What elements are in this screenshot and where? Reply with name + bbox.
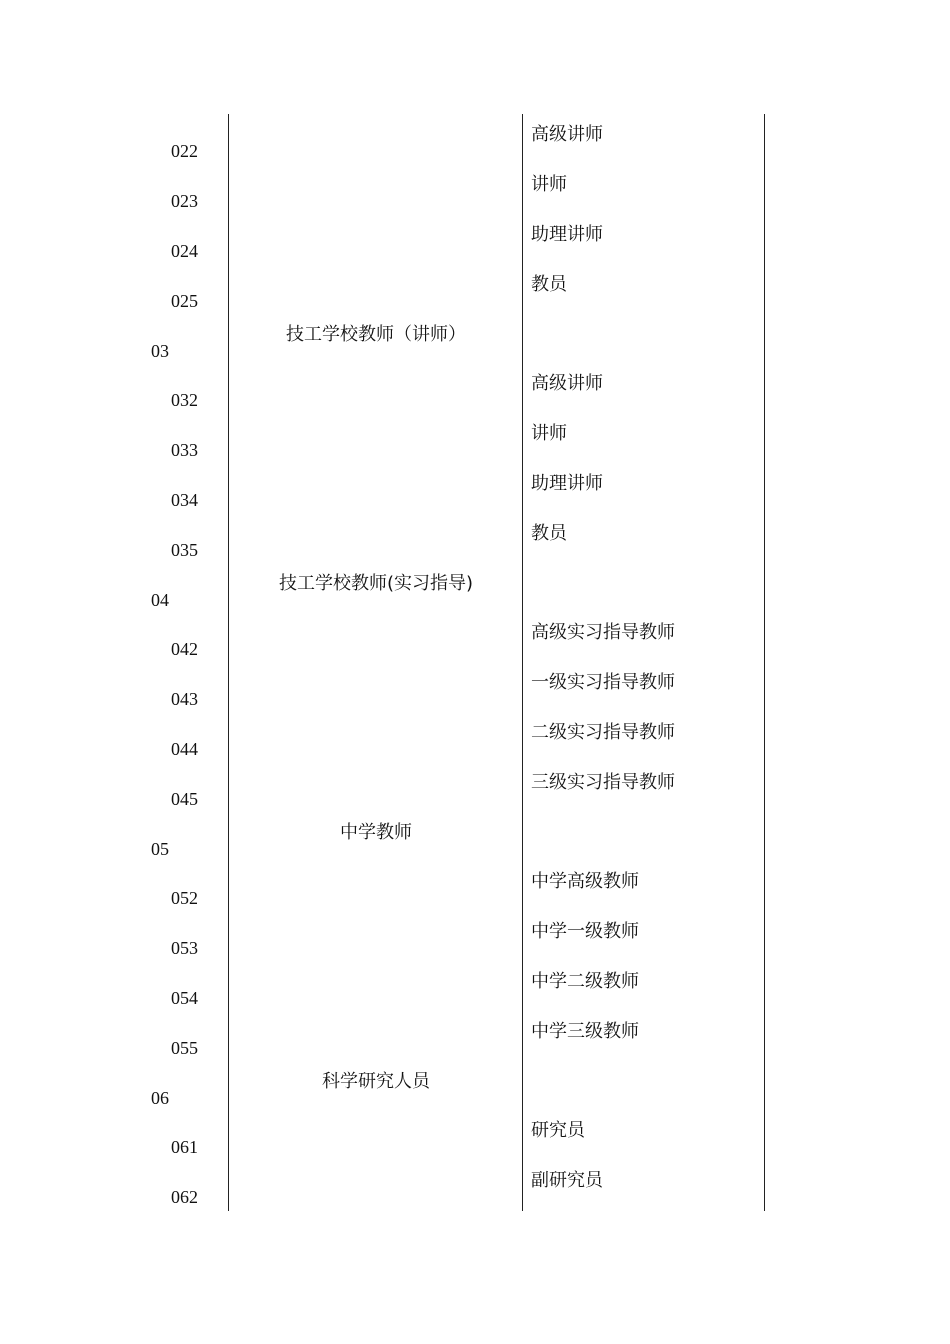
rank-label: 高级实习指导教师 [531,622,675,643]
sub-code: 054 [171,988,198,1008]
sub-code: 042 [171,639,198,659]
rank-label: 助理讲师 [531,224,603,245]
rank-label: 中学一级教师 [531,921,639,942]
rank-label: 中学三级教师 [531,1021,639,1042]
table-border-middle [522,114,523,1211]
category-title: 中学教师 [340,822,412,843]
rank-label: 高级讲师 [531,373,603,394]
sub-code: 061 [171,1137,198,1157]
sub-code: 025 [171,291,198,311]
sub-code: 024 [171,241,198,261]
sub-code: 062 [171,1187,198,1207]
category-code: 03 [151,341,169,361]
rank-label: 一级实习指导教师 [531,672,675,693]
rank-label: 讲师 [531,174,567,195]
sub-code: 034 [171,490,198,510]
table-border-right [764,114,765,1211]
category-title: 技工学校教师（讲师） [286,324,466,345]
rank-label: 研究员 [531,1120,585,1141]
rank-label: 高级讲师 [531,124,603,145]
sub-code: 044 [171,739,198,759]
sub-code: 045 [171,789,198,809]
table-border-left [228,114,229,1211]
rank-label: 三级实习指导教师 [531,772,675,793]
sub-code: 043 [171,689,198,709]
rank-label: 中学高级教师 [531,871,639,892]
sub-code: 033 [171,440,198,460]
category-title: 技工学校教师(实习指导) [278,573,474,594]
sub-code: 055 [171,1038,198,1058]
rank-label: 讲师 [531,423,567,444]
sub-code: 022 [171,141,198,161]
category-title: 科学研究人员 [322,1071,430,1092]
sub-code: 052 [171,888,198,908]
rank-label: 教员 [531,274,567,295]
rank-label: 二级实习指导教师 [531,722,675,743]
rank-label: 教员 [531,523,567,544]
category-code: 04 [151,590,169,610]
sub-code: 023 [171,191,198,211]
sub-code: 053 [171,938,198,958]
rank-label: 中学二级教师 [531,971,639,992]
sub-code: 032 [171,390,198,410]
category-code: 06 [151,1088,169,1108]
sub-code: 035 [171,540,198,560]
rank-label: 副研究员 [531,1170,603,1191]
category-code: 05 [151,839,169,859]
rank-label: 助理讲师 [531,473,603,494]
